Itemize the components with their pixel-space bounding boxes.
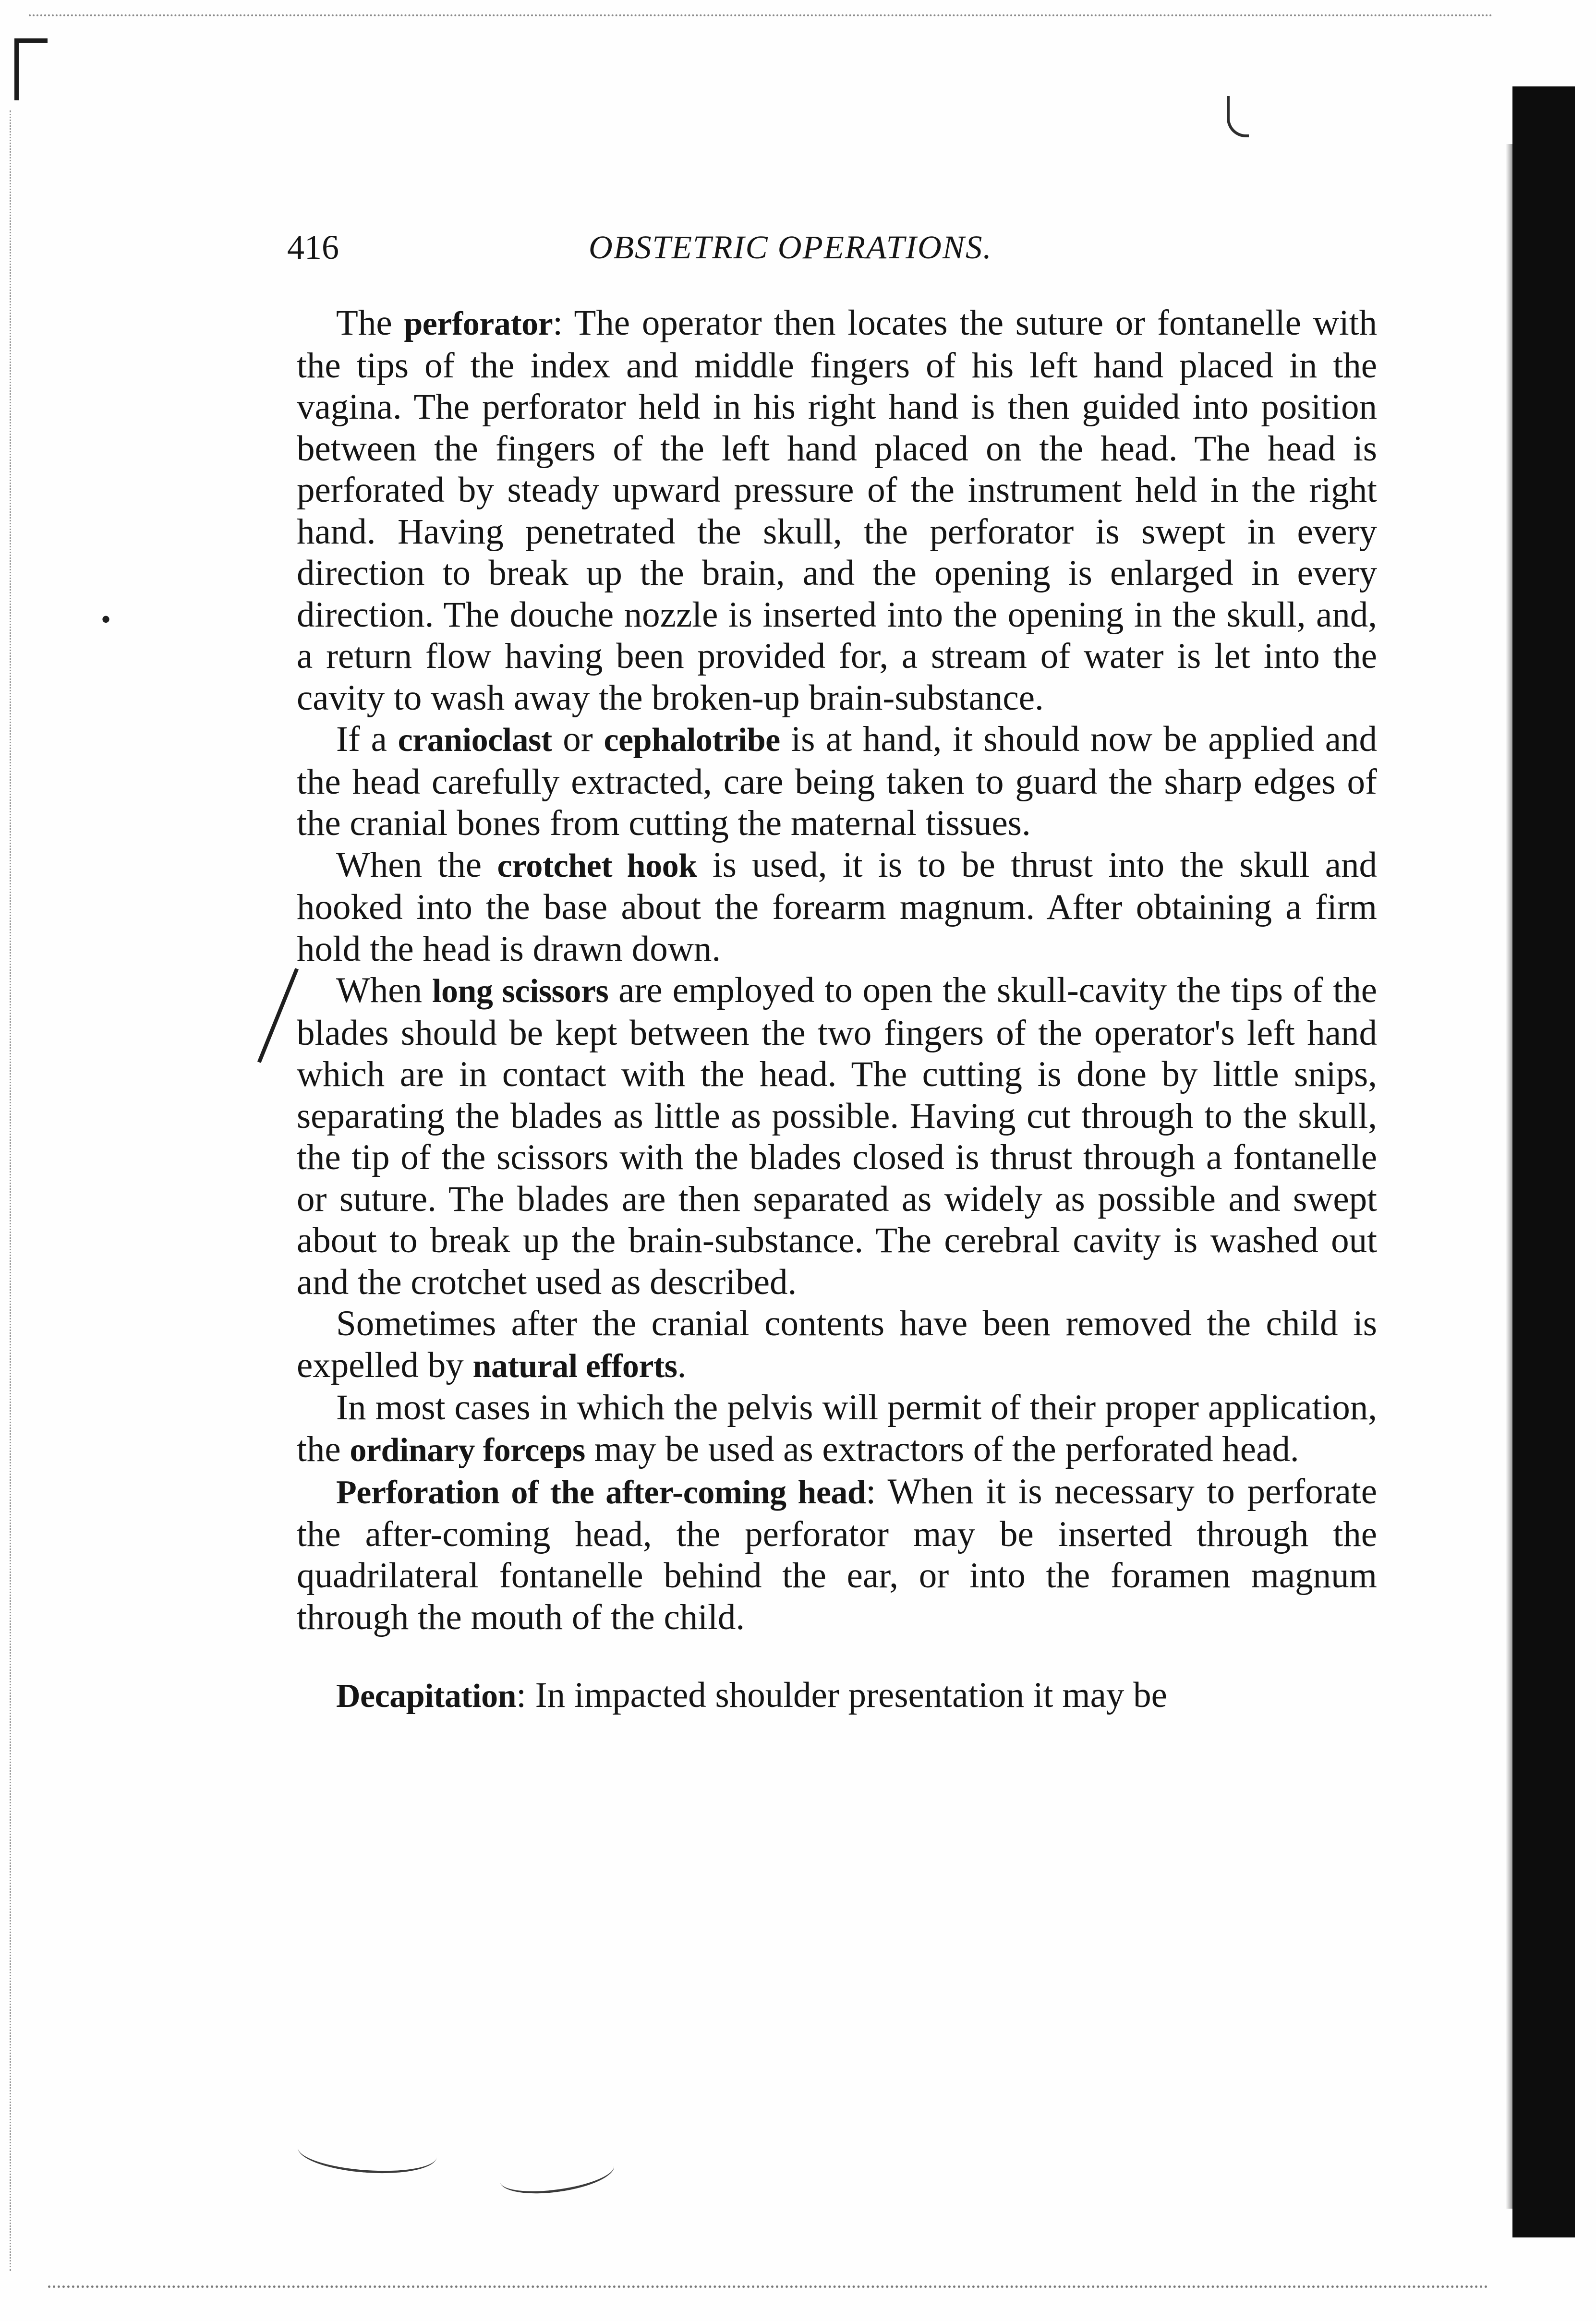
paragraph-text: .	[677, 1345, 687, 1385]
paragraph-text: : When it is necessary to perforate the after-coming head, the perforator may be inserted through the quadrilateral fontanelle behind the ear, or into the foramen magnum through the mouth of the child.	[297, 1472, 1377, 1637]
scan-noise-bottom	[48, 2228, 1488, 2288]
bold-term: natural efforts	[472, 1347, 677, 1385]
paragraph-text: The	[336, 303, 404, 343]
bold-term: cranioclast	[398, 722, 552, 759]
paragraph-ordinary-forceps	[297, 1387, 1377, 1471]
page-body	[297, 302, 1377, 1717]
bold-term: ordinary forceps	[350, 1431, 585, 1469]
scan-noise-left	[10, 110, 21, 2271]
paragraph-text: are employed to open the skull-cavity the tips of the blades should be kept between the two fingers of the operator's left hand which are in contact with the head. The cutting is done by little snips, separating the blades as little as possible. Having cut through to the skull, the tip of the scissors with the blades closed is thrust through a fontanelle or suture. The blades are then separated as widely as possible and swept about to break up the brain-substance. The cerebral cavity is washed out and the crotchet used as described.	[297, 970, 1377, 1302]
page-edge-bar	[1512, 86, 1575, 2237]
page-gutter-shadow	[1506, 144, 1512, 2209]
paragraph-long-scissors	[297, 970, 1377, 1303]
paragraph-cranioclast	[297, 719, 1377, 845]
scan-corner-mark	[14, 38, 48, 100]
pencil-scribble	[497, 2148, 617, 2200]
ink-dot: •	[101, 604, 111, 635]
running-title: OBSTETRIC OPERATIONS.	[589, 229, 992, 266]
pen-mark	[1227, 96, 1249, 137]
paragraph-text: or	[552, 719, 604, 759]
margin-slash-mark	[257, 968, 299, 1063]
bold-term: crotchet hook	[497, 847, 697, 884]
paragraph-text: : In impacted shoulder presentation it may be	[516, 1675, 1167, 1715]
bold-term: cephalotribe	[604, 722, 780, 759]
bold-term: perforator	[404, 305, 553, 342]
pencil-scribble	[296, 2127, 438, 2177]
paragraph-text: In most cases in which the pelvis will permit of their proper application, the	[297, 1388, 1377, 1469]
paragraph-text: is used, it is to be thrust into the skull and hooked into the base about the forearm magnum. After obtaining a firm hold the head is drawn down.	[297, 845, 1377, 969]
paragraph-text: Sometimes after the cranial contents have been removed the child is expelled by	[297, 1304, 1377, 1385]
paragraph-text: If a	[336, 719, 398, 759]
paragraph-natural-efforts	[297, 1303, 1377, 1387]
bold-term: Perforation of the after-coming head	[336, 1474, 866, 1511]
paragraph-decapitation	[297, 1675, 1377, 1717]
paragraph-after-coming-head	[297, 1471, 1377, 1638]
paragraph-text: When the	[336, 845, 497, 885]
paragraph-crotchet-hook	[297, 845, 1377, 970]
scan-noise-top	[29, 14, 1493, 50]
bold-term: long scissors	[432, 973, 609, 1010]
paragraph-text: may be used as extractors of the perforated head.	[585, 1429, 1299, 1469]
bold-term: Decapitation	[336, 1678, 517, 1715]
paragraph-text: : The operator then locates the suture or fontanelle with the tips of the index and middle fingers of his left hand placed in the vagina. The perforator held in his right hand is then guided into position between the fingers of the left hand placed on the head. The head is perforated by steady upward pressure of the instrument held in the right hand. Having penetrated the skull, the perforator is swept in every direction to break up the brain, and the opening is enlarged in every direction. The douche nozzle is inserted into the opening in the skull, and, a return flow having been provided for, a stream of water is let into the cavity to wash away the broken-up brain-substance.	[297, 303, 1377, 718]
paragraph-text: is at hand, it should now be applied and the head carefully extracted, care being taken to guard the sharp edges of the cranial bones from cutting the maternal tissues.	[297, 719, 1377, 843]
page-number: 416	[287, 228, 339, 266]
paragraph-perforator	[297, 302, 1377, 719]
paragraph-text: When	[336, 970, 433, 1010]
page-header	[287, 226, 1411, 269]
